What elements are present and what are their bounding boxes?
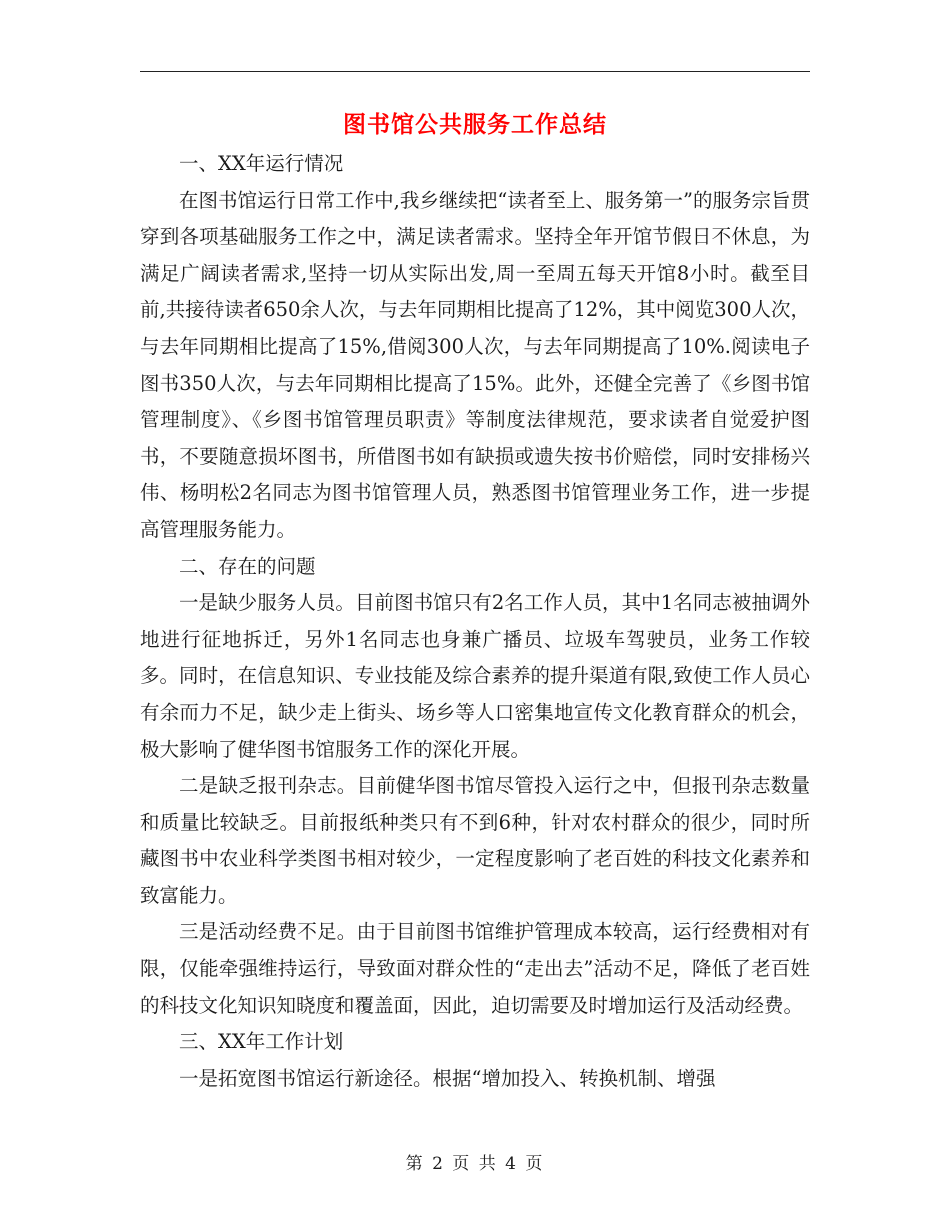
section-heading-problems: 二、存在的问题 [179, 554, 316, 578]
document-body [140, 146, 810, 1097]
header-rule [140, 71, 810, 72]
footer-total-pages: 4 [505, 1154, 518, 1174]
paragraph-problem-funding: 三是活动经费不足。由于目前图书馆维护管理成本较高，运行经费相对有限，仅能牵强维持运行，导致面对群众性的“走出去”活动不足，降低了老百姓的科技文化知识知晓度和覆盖面，因此，迫切需要及时增加运行及活动经费。 [140, 920, 810, 1017]
footer-suffix: 页 [525, 1154, 545, 1174]
paragraph-operation-details: 在图书馆运行日常工作中,我乡继续把“读者至上、服务第一”的服务宗旨贯穿到各项基础服务工作之中，满足读者需求。坚持全年开馆节假日不休息，为满足广阔读者需求,坚持一切从实际出发,周一至周五每天开馆8小时。截至目前,共接待读者650余人次，与去年同期相比提高了12%，其中阅览300人次，与去年同期相比提高了15%,借阅300人次，与去年同期提高了10%.阅读电子图书350人次，与去年同期相比提高了15%。此外，还健全完善了《乡图书馆管理制度》、《乡图书馆管理员职责》等制度法律规范，要求读者自觉爱护图书，不要随意损坏图书，所借图书如有缺损或遗失按书价赔偿，同时安排杨兴伟、杨明松2名同志为图书馆管理人员，熟悉图书馆管理业务工作，进一步提高管理服务能力。 [140, 188, 810, 541]
footer-current-page: 2 [432, 1154, 445, 1174]
section-heading-plan: 三、XX年工作计划 [179, 1030, 344, 1054]
paragraph-problem-periodicals: 二是缺乏报刊杂志。目前健华图书馆尽管投入运行之中，但报刊杂志数量和质量比较缺乏。目前报纸种类只有不到6种，针对农村群众的很少，同时所藏图书中农业科学类图书相对较少，一定程度影响了老百姓的科技文化素养和致富能力。 [140, 774, 810, 907]
page-footer [140, 1152, 810, 1176]
paragraph-plan-first: 一是拓宽图书馆运行新途径。根据“增加投入、转换机制、增强 [179, 1066, 716, 1090]
paragraph-problem-staff: 一是缺少服务人员。目前图书馆只有2名工作人员，其中1名同志被抽调外地进行征地拆迁，另外1名同志也身兼广播员、垃圾车驾驶员，业务工作较多。同时，在信息知识、专业技能及综合素养的提升渠道有限,致使工作人员心有余而力不足，缺少走上街头、场乡等人口密集地宣传文化教育群众的机会，极大影响了健华图书馆服务工作的深化开展。 [140, 591, 810, 761]
footer-prefix: 第 [405, 1154, 425, 1174]
section-heading-operation: 一、XX年运行情况 [179, 152, 344, 175]
document-title: 图书馆公共服务工作总结 [343, 111, 607, 138]
footer-middle: 页 共 [452, 1154, 498, 1174]
